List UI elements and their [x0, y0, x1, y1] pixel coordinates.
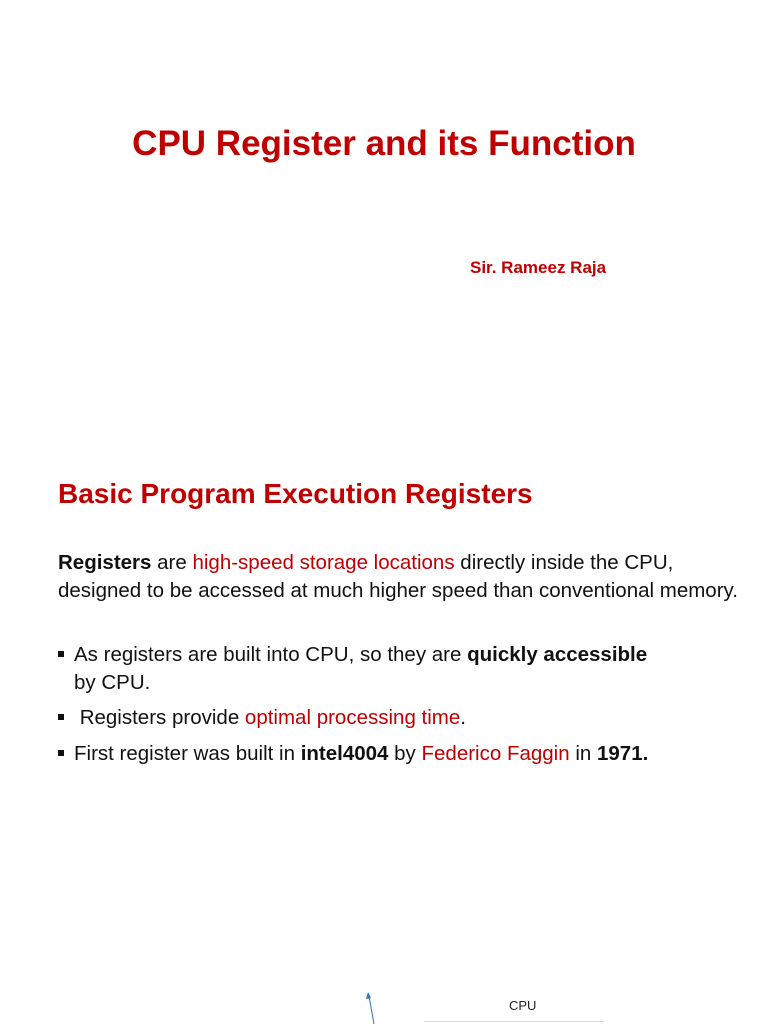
intro-term: Registers — [58, 551, 152, 574]
section-heading: Basic Program Execution Registers — [58, 478, 533, 509]
intro-text: directly inside the CPU, designed to be accessed at much higher speed than conventional memory. — [58, 551, 738, 602]
bullet-text: by — [388, 742, 422, 765]
cpu-label: CPU — [509, 998, 537, 1013]
bullet-bold-text: intel4004 — [300, 742, 389, 765]
bullet-text: Registers provide — [79, 706, 245, 729]
author-name: Sir. Rameez Raja — [470, 258, 607, 277]
intro-highlight: high-speed storage locations — [192, 551, 455, 574]
bullet-text: . — [460, 706, 466, 729]
bullet-bold-text: 1971. — [597, 742, 649, 765]
bullet-item — [58, 641, 738, 697]
square-bullet-icon — [58, 651, 64, 657]
bullet-text: First register was built in — [74, 742, 301, 765]
cpu-box-edge — [424, 1021, 604, 1025]
cpu-diagram-fragment — [0, 980, 768, 1024]
square-bullet-icon — [58, 714, 64, 720]
bullet-text: As registers are built into CPU, so they are — [74, 643, 468, 666]
bullet-highlight: optimal processing time — [244, 706, 461, 729]
bullet-text: in — [569, 742, 597, 765]
intro-text: are — [151, 551, 193, 574]
bullet-bold-text: quickly accessible — [467, 643, 648, 666]
bullet-highlight: Federico Faggin — [421, 742, 570, 765]
bullet-item — [58, 704, 738, 732]
square-bullet-icon — [58, 750, 64, 756]
intro-paragraph — [58, 549, 738, 605]
bullet-item — [58, 740, 738, 768]
arrow-icon — [366, 992, 374, 1024]
bullet-text: by CPU. — [74, 671, 151, 694]
slide-title: CPU Register and its Function — [132, 124, 636, 163]
